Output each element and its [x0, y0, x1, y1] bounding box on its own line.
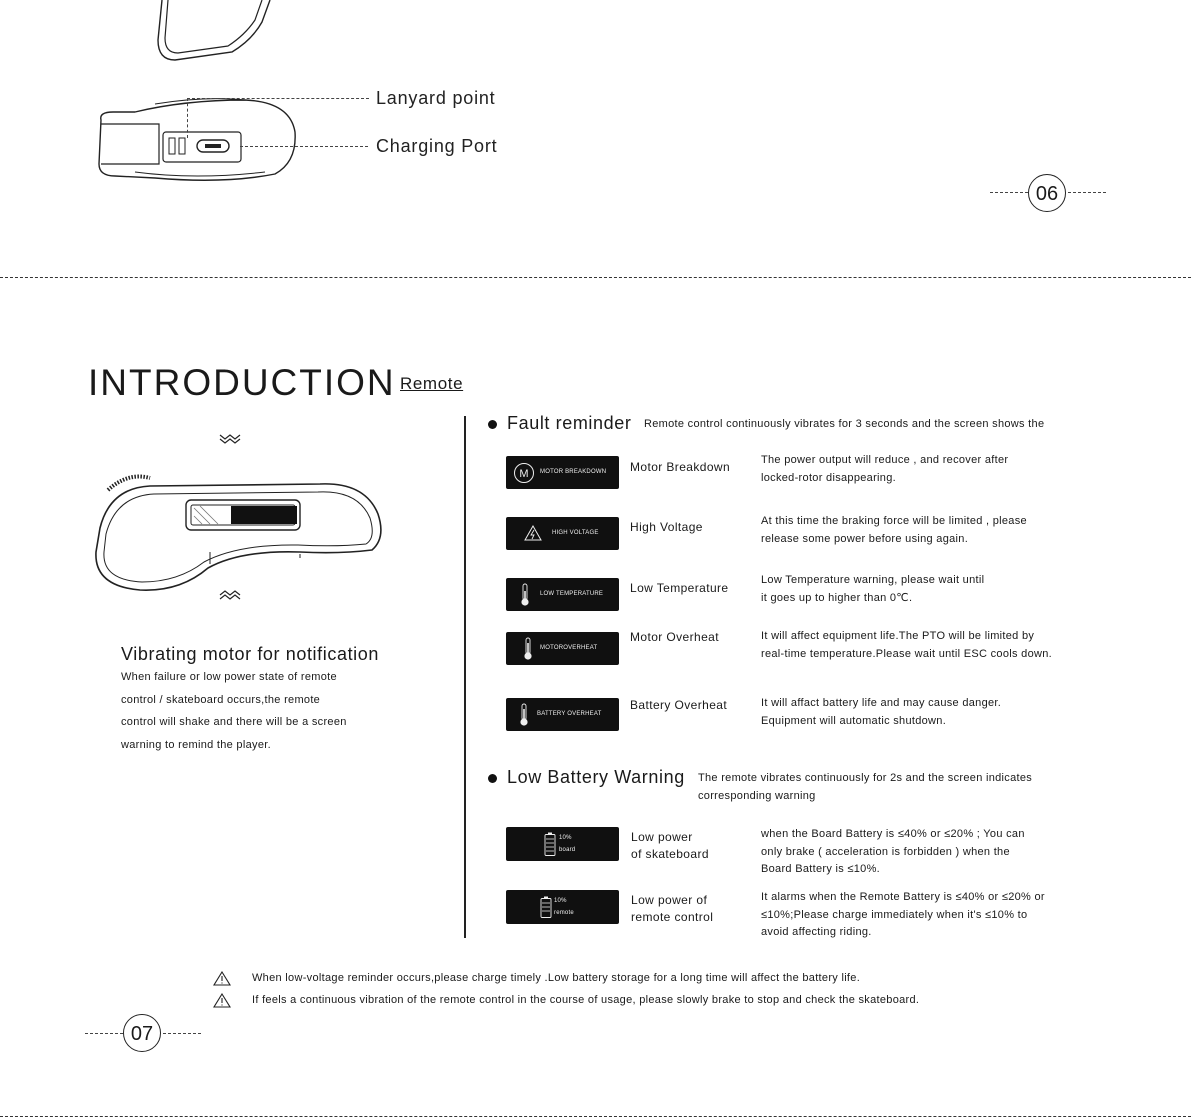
fault-desc — [761, 513, 1027, 548]
page-number-07: 07 — [123, 1014, 161, 1052]
fault-desc — [761, 452, 1008, 487]
screen-high-voltage — [506, 517, 619, 550]
vibrating-motor-line: control / skateboard occurs,the remote — [121, 693, 321, 706]
low-power-remote-name — [631, 892, 713, 926]
fault-desc — [761, 695, 1001, 730]
vibrating-motor-body — [121, 666, 421, 756]
high-voltage-icon — [524, 525, 542, 542]
page-separator — [0, 277, 1191, 278]
name-line: Low power — [631, 830, 693, 844]
vibrating-motor-line: control will shake and there will be a screen — [121, 716, 347, 728]
name-line: remote control — [631, 910, 714, 924]
bottom-page-separator — [0, 1116, 1191, 1117]
screen-label: LOW TEMPERATURE — [540, 591, 604, 597]
page-title: INTRODUCTION — [88, 362, 396, 403]
fault-desc-line: real-time temperature.Please wait until ESC cools down. — [761, 647, 1053, 660]
low-battery-desc-line: The remote vibrates continuously for 2s and the screen indicates — [698, 772, 1033, 784]
screen-low-temperature — [506, 578, 619, 611]
screen-percent: 10% — [559, 835, 572, 841]
screen-label: HIGH VOLTAGE — [552, 530, 599, 536]
fault-desc-line: Low Temperature warning, please wait until — [761, 574, 985, 586]
screen-low-power-remote — [506, 890, 619, 924]
vibrating-motor-title: Vibrating motor for notification — [121, 644, 379, 664]
fault-name: Motor Overheat — [630, 630, 719, 644]
desc-line: only brake ( acceleration is forbidden ) when the — [761, 845, 1010, 858]
vibrating-motor-line: When failure or low power state of remote — [121, 671, 337, 683]
fault-desc-line: At this time the braking force will be limited , please — [761, 515, 1027, 527]
thermometer-icon — [519, 703, 529, 727]
page-number-dash-left — [990, 192, 1028, 193]
fault-name: High Voltage — [630, 520, 703, 534]
svg-text:M: M — [519, 468, 529, 480]
page-number-dash-right — [163, 1033, 201, 1034]
fault-desc — [761, 572, 984, 607]
charging-port-label: Charging Port — [376, 136, 498, 156]
desc-line: Board Battery is ≤10%. — [761, 863, 881, 875]
low-battery-bullet — [488, 774, 497, 783]
fault-reminder-title: Fault reminder — [507, 413, 632, 433]
screen-label: MOTOR BREAKDOWN — [540, 469, 607, 475]
lanyard-leader-line — [187, 98, 369, 99]
page-number-06: 06 — [1028, 174, 1066, 212]
low-power-remote-desc — [761, 889, 1045, 942]
warning-icon — [213, 993, 231, 1008]
charging-leader-line — [240, 146, 368, 147]
fault-desc-line: it goes up to higher than 0℃. — [761, 591, 913, 604]
fault-desc-line: The power output will reduce , and recover after — [761, 454, 1009, 466]
warning-icon — [213, 971, 231, 986]
remote-side-illustration — [95, 92, 305, 188]
desc-line: ≤10%;Please charge immediately when it's ≤10% to — [761, 908, 1028, 921]
motor-m-icon — [513, 462, 535, 484]
low-power-board-desc — [761, 826, 1025, 879]
low-battery-title: Low Battery Warning — [507, 767, 685, 787]
screen-motor-overheat — [506, 632, 619, 665]
fault-desc-line: Equipment will automatic shutdown. — [761, 714, 947, 727]
low-power-board-name — [631, 829, 709, 863]
desc-line: avoid affecting riding. — [761, 926, 872, 938]
screen-motor-breakdown — [506, 456, 619, 489]
page-number-dash-right — [1068, 192, 1106, 193]
low-battery-desc — [698, 770, 1032, 805]
vibration-top-icon — [219, 432, 241, 444]
fault-desc-line: It will affect equipment life.The PTO will be limited by — [761, 630, 1035, 642]
desc-line: It alarms when the Remote Battery is ≤40% or ≤20% or — [761, 891, 1045, 903]
fault-name: Battery Overheat — [630, 698, 728, 712]
fault-desc-line: It will affact battery life and may cause danger. — [761, 697, 1002, 709]
page-subtitle: Remote — [400, 374, 464, 393]
remote-top-illustration — [90, 468, 390, 600]
remote-back-illustration — [150, 0, 280, 64]
fault-name: Low Temperature — [630, 581, 729, 595]
vibrating-motor-line: warning to remind the player. — [121, 738, 271, 751]
note-vibration: If feels a continuous vibration of the remote control in the course of usage, please slowly brake to stop and check the skateboard. — [252, 994, 920, 1006]
page-number-dash-left — [85, 1033, 123, 1034]
low-battery-desc-line: corresponding warning — [698, 789, 816, 802]
fault-desc — [761, 628, 1052, 663]
column-divider — [464, 416, 466, 938]
note-low-voltage: When low-voltage reminder occurs,please charge timely .Low battery storage for a long time will affect the battery life. — [252, 972, 861, 984]
desc-line: when the Board Battery is ≤40% or ≤20% ; You can — [761, 828, 1025, 840]
fault-desc-line: locked-rotor disappearing. — [761, 471, 896, 484]
thermometer-icon — [520, 583, 530, 607]
fault-name: Motor Breakdown — [630, 460, 731, 474]
fault-bullet — [488, 420, 497, 429]
fault-reminder-desc: Remote control continuously vibrates for 3 seconds and the screen shows the — [644, 418, 1045, 430]
screen-label: BATTERY OVERHEAT — [537, 711, 602, 717]
thermometer-icon — [523, 637, 533, 661]
screen-percent: 10% — [554, 898, 567, 904]
screen-low-power-board — [506, 827, 619, 861]
battery-icon — [540, 896, 552, 918]
name-line: Low power of — [631, 893, 708, 907]
lanyard-leader-drop — [187, 98, 188, 138]
screen-battery-overheat — [506, 698, 619, 731]
battery-icon — [544, 832, 556, 856]
fault-desc-line: release some power before using again. — [761, 532, 969, 545]
screen-label: MOTOROVERHEAT — [540, 645, 598, 651]
name-line: of skateboard — [631, 847, 709, 861]
screen-target: remote — [554, 910, 574, 916]
screen-target: board — [559, 847, 576, 853]
lanyard-point-label: Lanyard point — [376, 88, 496, 108]
